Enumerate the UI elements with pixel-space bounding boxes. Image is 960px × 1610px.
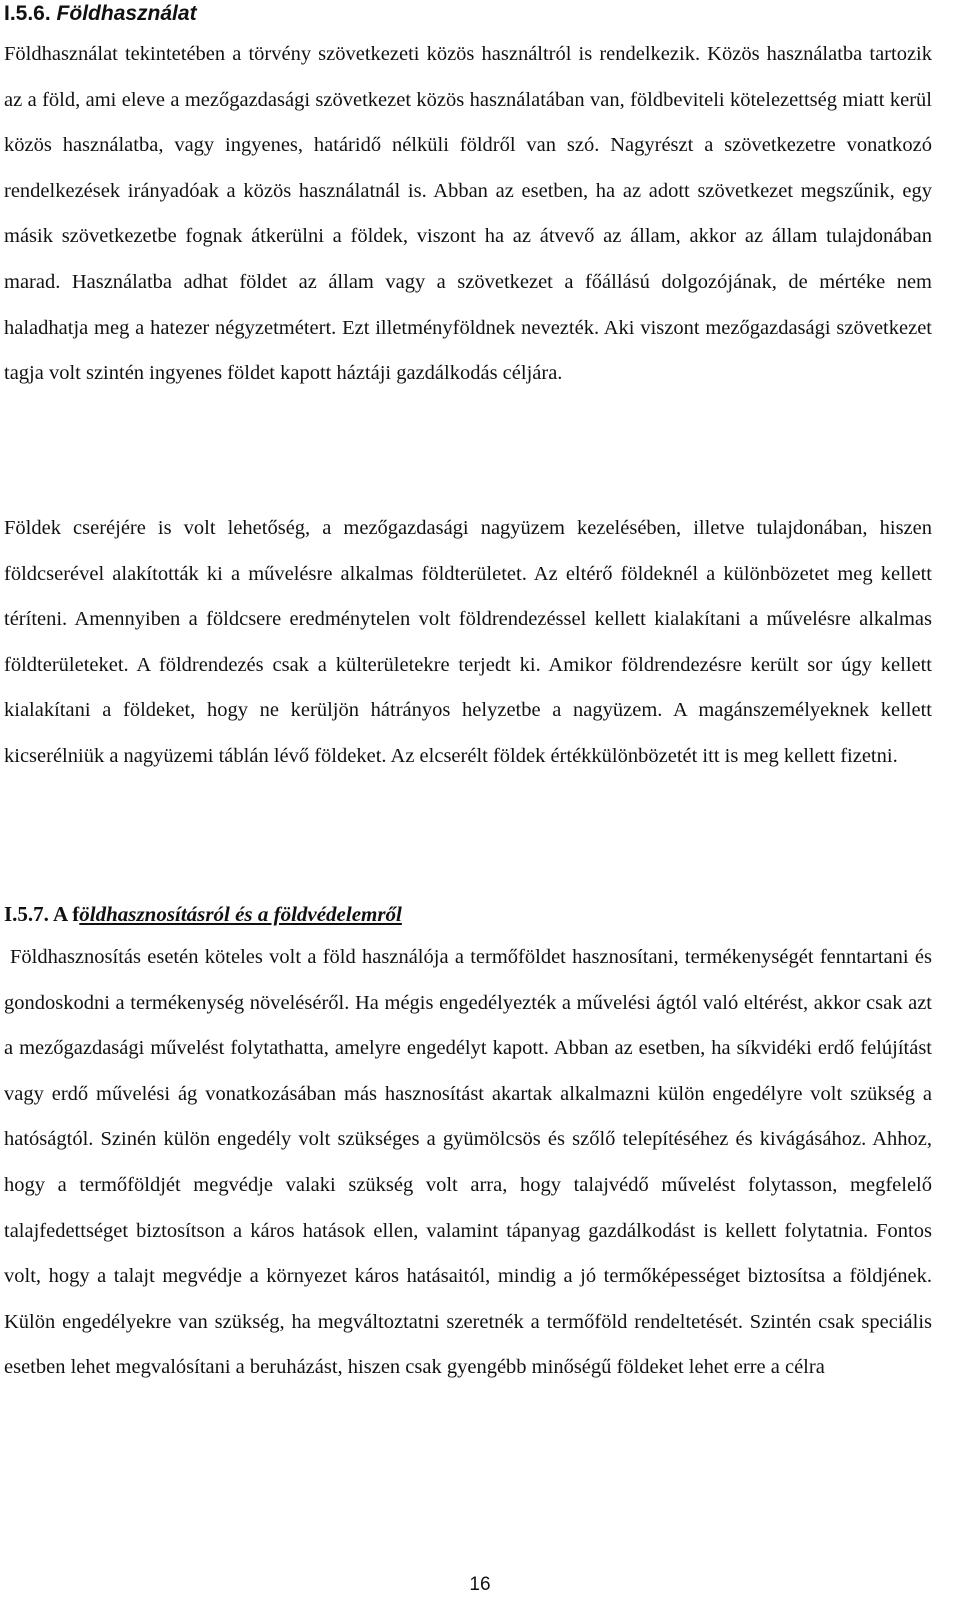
paragraph-land-use: Földhasználat tekintetében a törvény szövetkezeti közös használtról is rendelkezik. Közös használatba tartozik az a föld, ami eleve a mezőgazdasági szövetkezet közös használatában van, földbeviteli kötelezettség miatt kerül közös használatba, vagy ingyenes, határidő nélküli földről van szó. Nagyrészt a szövetkezetre vonatkozó rendelkezések irányadóak a közös használatnál is. Abban az esetben, ha az adott szövetkezet megszűnik, egy másik szövetkezetbe fognak átkerülni a földek, viszont ha az átvevő az állam, akkor az állam tulajdonában marad. Használatba adhat földet az állam vagy a szövetkezet a főállású dolgozójának, de mértéke nem haladhatja meg a hatezer négyzetmétert. Ezt illetményföldnek nevezték. Aki viszont mezőgazdasági szövetkezet tagja volt szintén ingyenes földet kapott háztáji gazdálkodás céljára. (4, 43, 932, 385)
section-heading (4, 1, 197, 27)
section-title: öldhasznosításról és a földvédelemről (79, 902, 402, 926)
paragraph-land-exchange: Földek cseréjére is volt lehetőség, a mezőgazdasági nagyüzem kezelésében, illetve tulajdonában, hiszen földcserével alakították ki a művelésre alkalmas földterületet. Az eltérő földeknél a különbözetet meg kellett téríteni. Amennyiben a földcsere eredménytelen volt földrendezéssel kellett kialakítani a művelésre alkalmas földterületeket. A földrendezés csak a külterületekre terjedt ki. Amikor földrendezésre került sor úgy kellett kialakítani a földeket, hogy ne kerüljön hátrányos helyzetbe a nagyüzem. A magánszemélyeknek kellett kicserélniük a nagyüzemi táblán lévő földeket. Az elcserélt földek értékkülönbözetét itt is meg kellett fizetni. (4, 517, 932, 767)
section-number: I.5.7. (4, 902, 49, 926)
section-title-start: A f (53, 902, 80, 926)
section-heading (4, 901, 402, 927)
paragraph-land-utilization: Földhasznosítás esetén köteles volt a föld használója a termőföldet hasznosítani, termékenységét fenntartani és gondoskodni a termékenység növeléséről. Ha mégis engedélyezték a művelési ágtól való eltérést, akkor csak azt a mezőgazdasági művelést folytathatta, amelyre engedélyt kapott. Abban az esetben, ha síkvidéki erdő felújítást vagy erdő művelési ág vonatkozásában más hasznosítást akartak alkalmazni külön engedélyre volt szükség a hatóságtól. Szinén külön engedély volt szükséges a gyümölcsös és szőlő telepítéséhez és kivágásához. Ahhoz, hogy a termőföldjét megvédje valaki szükség volt arra, hogy talajvédő művelést folytasson, megfelelő talajfedettséget biztosítson a káros hatások ellen, valamint tápanyag gazdálkodást is kellett folytatnia. Fontos volt, hogy a talajt megvédje a környezet káros hatásaitól, mindig a jó termőképességet biztosítsa a földjének. Külön engedélyekre van szükség, ha megváltoztatni szeretnék a termőföld rendeltetését. Szintén csak speciális esetben lehet megvalósítani a beruházást, hiszen csak gyengébb minőségű földeket lehet erre a célra (4, 946, 932, 1379)
section-number: I.5.6. (4, 2, 51, 25)
page-number: 16 (469, 1574, 491, 1595)
section-title: Földhasználat (56, 2, 197, 25)
